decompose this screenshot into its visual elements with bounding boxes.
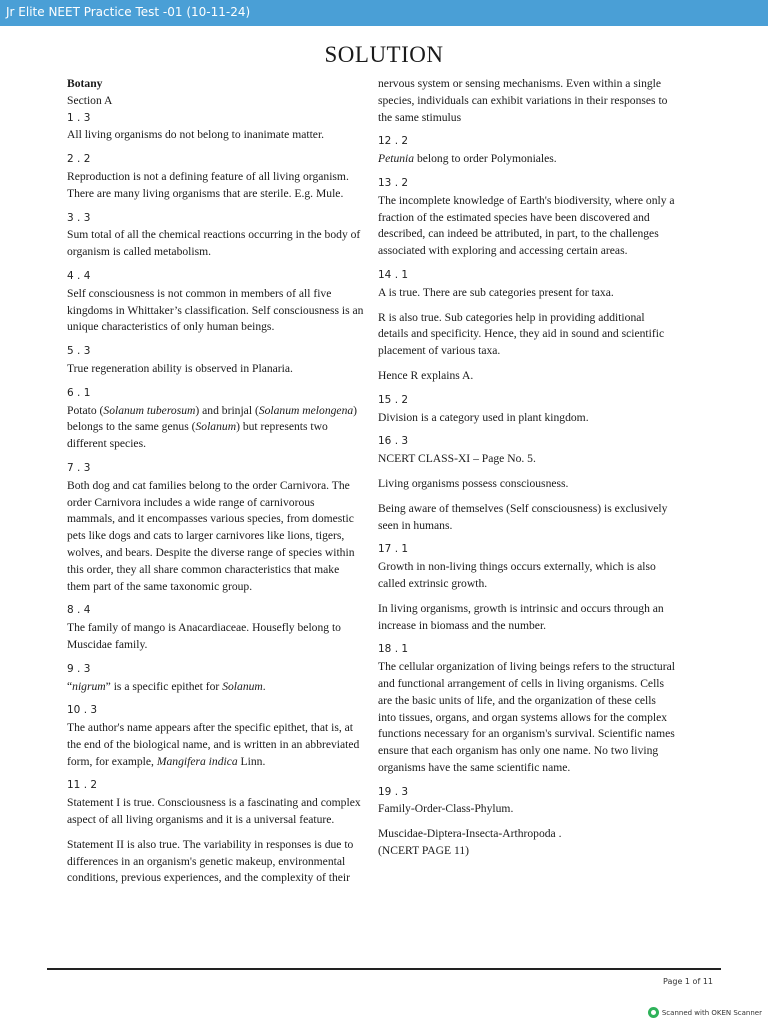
- section-heading: Section A: [67, 93, 113, 107]
- text-run: ) and brinjal (: [195, 403, 259, 417]
- answer-text: Statement I is true. Consciousness is a fascinating and complex aspect of all living organisms and it is a universal feature.: [67, 796, 361, 827]
- text-run: belong to order Polymoniales.: [414, 152, 557, 166]
- text-run: “: [67, 679, 73, 693]
- answer-5: [67, 343, 365, 378]
- answer-15: [378, 392, 676, 427]
- answer-number: 2 . 2: [67, 153, 91, 166]
- footer-divider: [47, 968, 721, 970]
- answer-text: Division is a category used in plant kingdom.: [378, 410, 589, 424]
- page-number: Page 1 of 11: [663, 977, 713, 986]
- answer-14: [378, 267, 676, 385]
- answer-number: 16 . 3: [378, 435, 409, 448]
- answer-number: 15 . 2: [378, 393, 409, 406]
- text-run: Linn.: [237, 754, 266, 768]
- answer-13: [378, 175, 676, 260]
- answer-3: [67, 210, 365, 261]
- answer-text: Self consciousness is not common in members of all five kingdoms in Whittaker’s classification. Self consciousness is an unique characteristics of only human beings.: [67, 286, 364, 334]
- scanner-watermark: [648, 1007, 762, 1018]
- answer-text: Sum total of all the chemical reactions occurring in the body of organism is called metabolism.: [67, 228, 361, 259]
- text-run: ) belongs to the same genus (: [67, 403, 358, 434]
- answer-text: (NCERT PAGE 11): [378, 844, 469, 858]
- answer-number: 3 . 3: [67, 211, 91, 224]
- answer-number: 12 . 2: [378, 135, 409, 148]
- scanner-text: Scanned with OKEN Scanner: [661, 1008, 762, 1017]
- answer-text: Living organisms possess consciousness.: [378, 476, 569, 490]
- right-column: [378, 76, 676, 867]
- answer-text: Hence R explains A.: [378, 368, 474, 382]
- answer-number: 18 . 1: [378, 643, 409, 656]
- text-run: ” is a specific epithet for: [105, 679, 223, 693]
- answer-text: Muscidae-Diptera-Insecta-Arthropoda .: [378, 827, 562, 841]
- answer-number: 6 . 1: [67, 386, 91, 399]
- subject-heading: Botany: [67, 77, 103, 90]
- answer-number: 19 . 3: [378, 785, 409, 798]
- epithet: nigrum: [72, 679, 106, 693]
- text-run: .: [262, 679, 266, 693]
- answer-19: [378, 784, 676, 860]
- answer-8: [67, 602, 365, 653]
- page-title: SOLUTION: [324, 42, 444, 67]
- text-run: The author's name appears after the specific epithet, that is, at the end of the biological name, and is written in an abbreviated form, for example,: [67, 721, 360, 768]
- answer-16: [378, 433, 676, 534]
- answer-text: [67, 679, 365, 696]
- answer-number: 5 . 3: [67, 345, 91, 358]
- left-column: [67, 76, 365, 894]
- answer-18: [378, 641, 676, 776]
- answer-text: Being aware of themselves (Self consciousness) is exclusively seen in humans.: [378, 501, 668, 532]
- answer-number: 8 . 4: [67, 604, 91, 617]
- scanner-logo-icon: [648, 1007, 659, 1018]
- genus-name: Petunia: [378, 152, 415, 166]
- species-name: Mangifera indica: [156, 754, 238, 768]
- answer-text: R is also true. Sub categories help in providing additional details and specificity. Hence, they aid in sound and scientific placement of various taxa.: [378, 310, 665, 358]
- answer-text: [67, 720, 365, 770]
- answer-9: [67, 661, 365, 696]
- genus-name: Solanum: [195, 420, 237, 434]
- answer-number: 13 . 2: [378, 176, 409, 189]
- answer-text: [378, 151, 676, 168]
- answer-text: A is true. There are sub categories present for taxa.: [378, 285, 614, 299]
- answer-text: Family-Order-Class-Phylum.: [378, 802, 514, 816]
- answer-11: [67, 777, 365, 887]
- answer-number: 9 . 3: [67, 662, 91, 675]
- answer-7: [67, 460, 365, 595]
- answer-number: 17 . 1: [378, 543, 409, 556]
- document-header-bar: [0, 0, 768, 26]
- answer-17: [378, 541, 676, 634]
- answer-text: True regeneration ability is observed in Planaria.: [67, 361, 293, 375]
- document-header-title: Jr Elite NEET Practice Test -01 (10-11-24): [6, 5, 251, 19]
- answer-number: 1 . 3: [67, 111, 91, 124]
- answer-number: 4 . 4: [67, 269, 91, 282]
- answer-number: 10 . 3: [67, 704, 98, 717]
- answer-6: [67, 385, 365, 453]
- answer-12: [378, 133, 676, 168]
- answer-11-continued: [378, 76, 676, 126]
- answer-text: In living organisms, growth is intrinsic and occurs through an increase in biomass and the number.: [378, 601, 664, 632]
- answer-text: The family of mango is Anacardiaceae. Housefly belong to Muscidae family.: [67, 621, 341, 651]
- answer-text: The cellular organization of living beings refers to the structural and functional arrangement of cells in living organisms. Cells are the basic units of life, and the organization of these cells into tissues, organs, and organ systems allows for the complex functions necessary for an organism's survival. Scientific names ensure that each organism has only one name. No two living organisms have the same scientific name.: [378, 660, 675, 774]
- answer-2: [67, 151, 365, 202]
- answer-number: 11 . 2: [67, 779, 98, 792]
- answer-10: [67, 702, 365, 770]
- answer-text: nervous system or sensing mechanisms. Even within a single species, individuals can exhibit variations in their responses to the same stimulus: [378, 77, 668, 124]
- species-name: Solanum tuberosum: [103, 403, 196, 417]
- answer-text: Growth in non-living things occurs externally, which is also called extrinsic growth.: [378, 560, 656, 590]
- answer-1: [67, 110, 365, 145]
- genus-name: Solanum: [222, 679, 263, 693]
- answer-text: The incomplete knowledge of Earth's biodiversity, where only a fraction of the estimated species have been discovered and described, can indeed be attributed, in part, to the challenges associated with exploring and accessing certain areas.: [378, 193, 675, 258]
- answer-number: 14 . 1: [378, 268, 409, 281]
- answer-text: NCERT CLASS-XI – Page No. 5.: [378, 452, 536, 466]
- text-run: ) but represents two different species.: [67, 420, 328, 451]
- answer-text: All living organisms do not belong to inanimate matter.: [67, 128, 325, 142]
- answer-text: Reproduction is not a defining feature of all living organism. There are many living organisms that are sterile. E.g. Mule.: [67, 169, 349, 200]
- text-run: Potato (: [67, 403, 104, 417]
- answer-4: [67, 268, 365, 336]
- species-name: Solanum melongena: [258, 403, 354, 417]
- answer-text: Statement II is also true. The variability in responses is due to differences in an organism's genetic makeup, environmental conditions, previous experiences, and the complexity of their: [67, 837, 354, 885]
- answer-number: 7 . 3: [67, 461, 91, 474]
- answer-text: Both dog and cat families belong to the order Carnivora. The order Carnivora includes a wide range of carnivorous mammals, and it encompasses various species, from domestic pets like dogs and cats to larger carnivores like lions, tigers, wolves, and bears. Despite the diverse range of species within this order, they all share common characteristics that make them part of the same taxonomic group.: [67, 478, 355, 593]
- answer-text: [67, 403, 365, 453]
